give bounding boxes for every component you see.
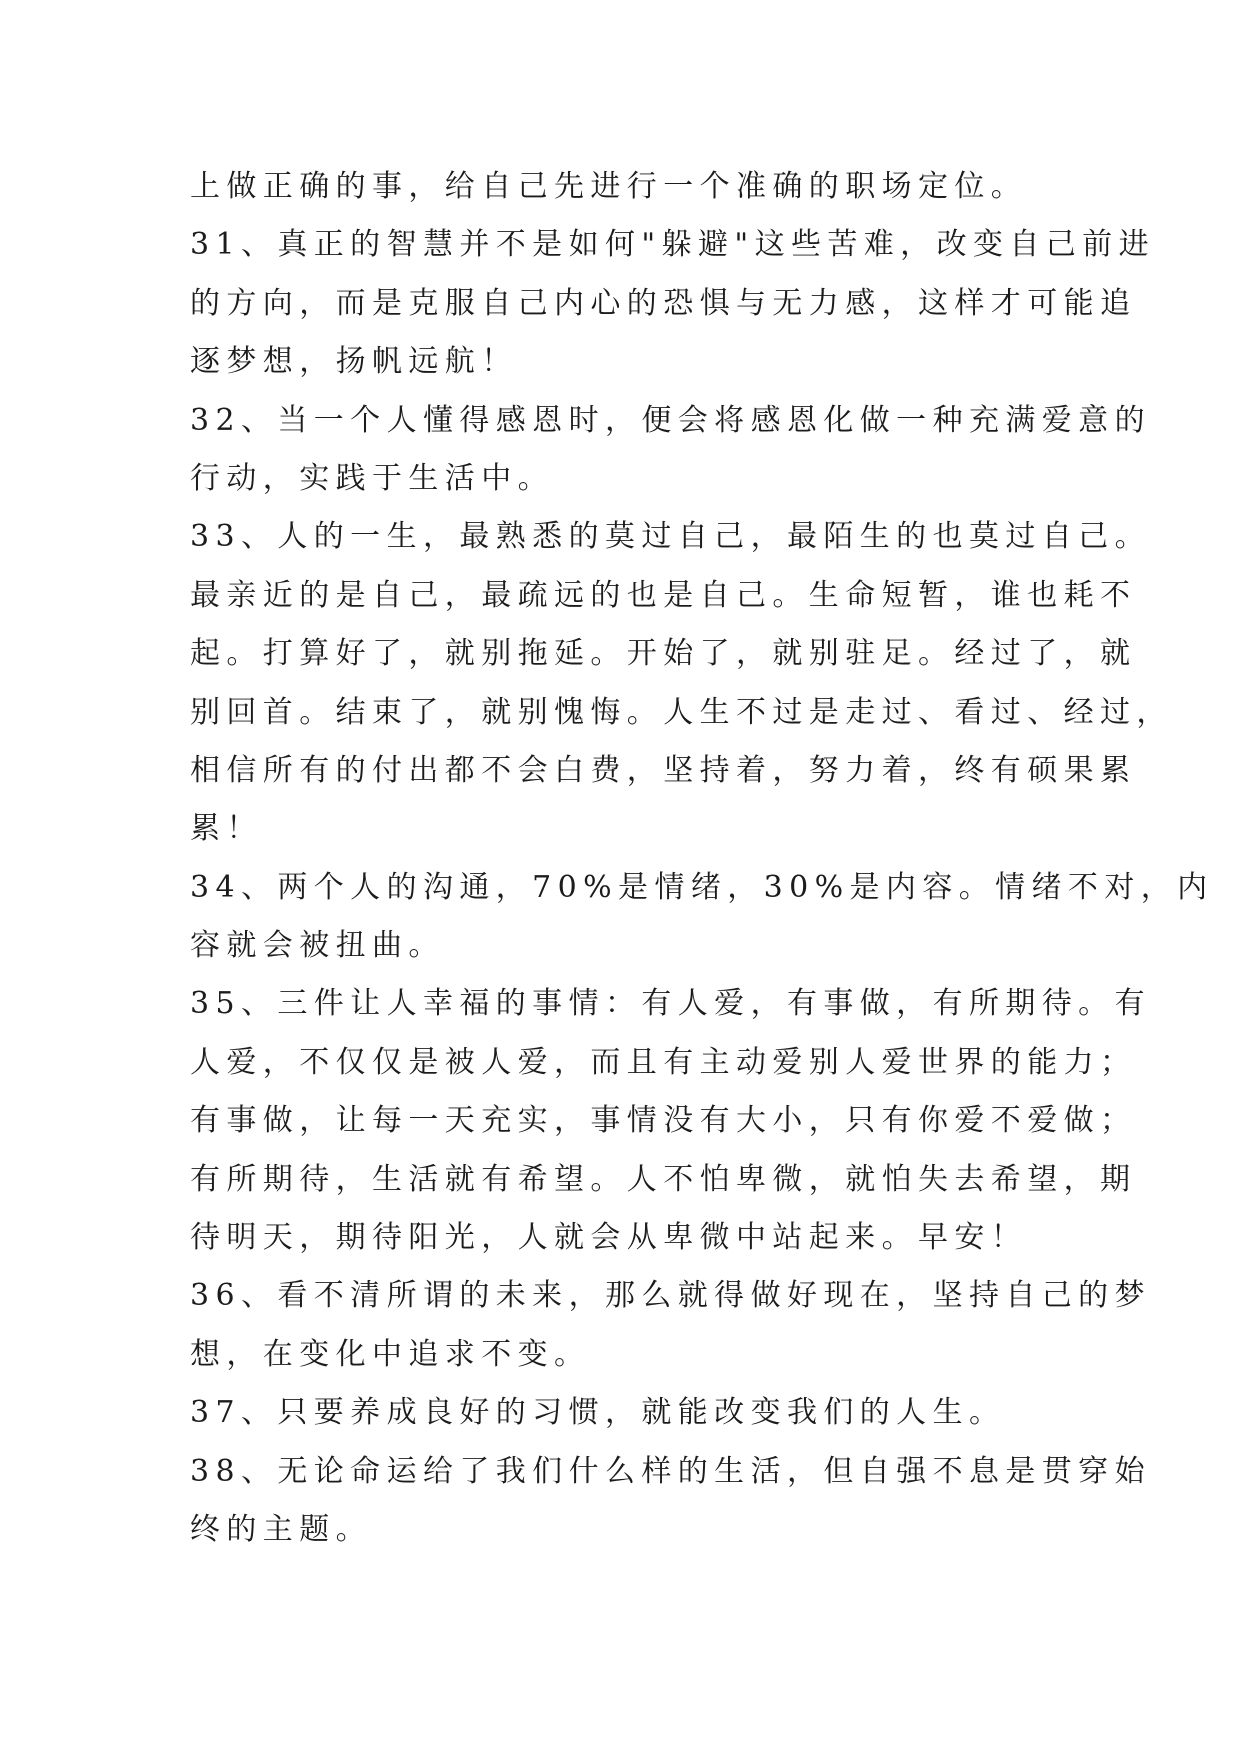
text-line: 有事做，让每一天充实，事情没有大小，只有你爱不爱做； [190,1103,1137,1139]
text-line: 行动，实践于生活中。 [190,460,554,496]
text-line: 终的主题。 [190,1511,372,1547]
text-line: 34、两个人的沟通，70%是情绪，30%是内容。情绪不对，内 [190,869,1214,905]
text-line: 32、当一个人懂得感恩时，便会将感恩化做一种充满爱意的 [190,402,1151,438]
text-line: 累！ [190,811,263,847]
text-line: 逐梦想，扬帆远航！ [190,344,518,380]
text-line: 人爱，不仅仅是被人爱，而且有主动爱别人爱世界的能力； [190,1044,1137,1080]
text-line: 容就会被扭曲。 [190,928,445,964]
text-line: 别回首。结束了，就别愧悔。人生不过是走过、看过、经过， [190,694,1173,730]
text-line: 上做正确的事，给自己先进行一个准确的职场定位。 [190,169,1028,204]
text-line: 待明天，期待阳光，人就会从卑微中站起来。早安！ [190,1220,1028,1256]
text-line: 37、只要养成良好的习惯，就能改变我们的人生。 [190,1395,1006,1431]
text-line: 的方向，而是克服自己内心的恐惧与无力感，这样才可能追 [190,285,1137,321]
text-line: 起。打算好了，就别拖延。开始了，就别驻足。经过了，就 [190,636,1137,672]
text-line: 38、无论命运给了我们什么样的生活，但自强不息是贯穿始 [190,1453,1151,1489]
text-line: 有所期待，生活就有希望。人不怕卑微，就怕失去希望，期 [190,1161,1137,1197]
text-line: 31、真正的智慧并不是如何"躲避"这些苦难，改变自己前进 [190,227,1155,263]
text-line: 想，在变化中追求不变。 [190,1336,591,1372]
text-line: 33、人的一生，最熟悉的莫过自己，最陌生的也莫过自己。 [190,519,1151,555]
document-body [190,158,1214,1559]
text-line: 36、看不清所谓的未来，那么就得做好现在，坚持自己的梦 [190,1278,1151,1314]
text-line: 相信所有的付出都不会白费，坚持着，努力着，终有硕果累 [190,752,1137,788]
text-line: 35、三件让人幸福的事情：有人爱，有事做，有所期待。有 [190,986,1151,1022]
text-line: 最亲近的是自己，最疏远的也是自己。生命短暂，谁也耗不 [190,577,1137,613]
